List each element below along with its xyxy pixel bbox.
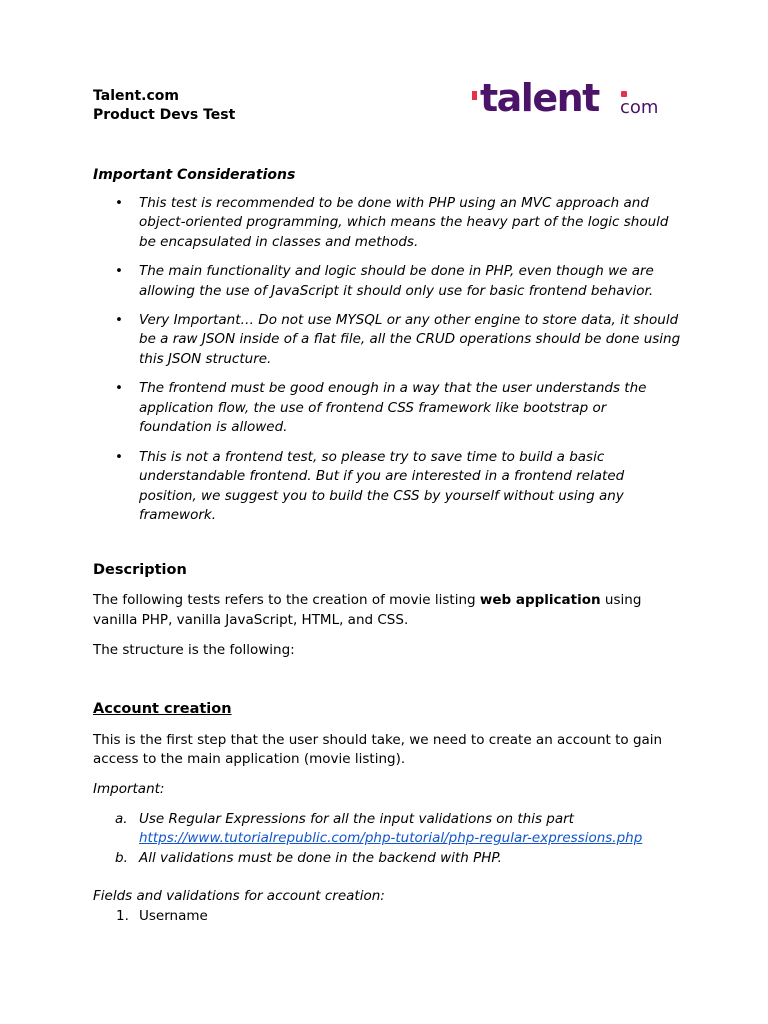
document-subtitle: Product Devs Test (93, 107, 236, 123)
company-name: Talent.com (93, 88, 179, 104)
talent-logo (470, 76, 670, 122)
list-item: • This test is recommended to be done with PHP using an MVC approach and object-oriented programming, which means the heavy part of the logic should be encapsulated in classes and methods. (115, 194, 669, 250)
important-label: Important: (93, 781, 165, 798)
list-item: a. Use Regular Expressions for all the input validations on this part https://www.tutorialrepublic.com/php-tutorial/php-regular-expressions.php (115, 810, 643, 847)
fields-label: Fields and validations for account creation: (93, 888, 385, 905)
description-heading: Description (93, 561, 187, 578)
bullet-icon: • (115, 380, 123, 397)
document-body (93, 166, 683, 927)
list-item: b. All validations must be done in the backend with PHP. (115, 849, 502, 866)
description-paragraph: The following tests refers to the creation of movie listing web application using vanilla PHP, vanilla JavaScript, HTML, and CSS. (93, 592, 642, 629)
structure-paragraph: The structure is the following: (93, 641, 295, 658)
list-item: • The frontend must be good enough in a way that the user understands the application flow, the use of frontend CSS framework like bootstrap or foundation is allowed. (115, 380, 647, 436)
list-item: 1. Username (116, 908, 208, 924)
bullet-icon: • (115, 194, 123, 211)
account-creation-heading: Account creation (93, 701, 232, 718)
list-item: • Very Important… Do not use MYSQL or any other engine to store data, it should be a raw JSON inside of a flat file, all the CRUD operations should be done using this JSON structure. (115, 311, 681, 367)
logo-com: com (620, 97, 659, 118)
list-item: • This is not a frontend test, so please try to save time to build a basic understandable frontend. But if you are interested in a frontend related position, we suggest you to build the CSS by yourself without using any framework. (115, 448, 625, 524)
list-item: • The main functionality and logic should be done in PHP, even though we are allowing the use of JavaScript it should only use for basic frontend behavior. (115, 262, 654, 299)
bullet-icon: • (115, 262, 123, 279)
account-requirements-list (93, 810, 683, 869)
considerations-list (93, 194, 683, 526)
account-intro: This is the first step that the user should take, we need to create an account to gain access to the main application (movie listing). (93, 731, 663, 768)
regex-tutorial-link[interactable]: https://www.tutorialrepublic.com/php-tutorial/php-regular-expressions.php (139, 830, 643, 847)
fields-list (93, 907, 683, 927)
considerations-heading: Important Considerations (93, 167, 296, 183)
document-header (93, 87, 235, 125)
bullet-icon: • (115, 448, 123, 465)
bullet-icon: • (115, 311, 123, 328)
logo-accent-mark (472, 91, 477, 100)
logo-wordmark: talent (480, 76, 599, 120)
